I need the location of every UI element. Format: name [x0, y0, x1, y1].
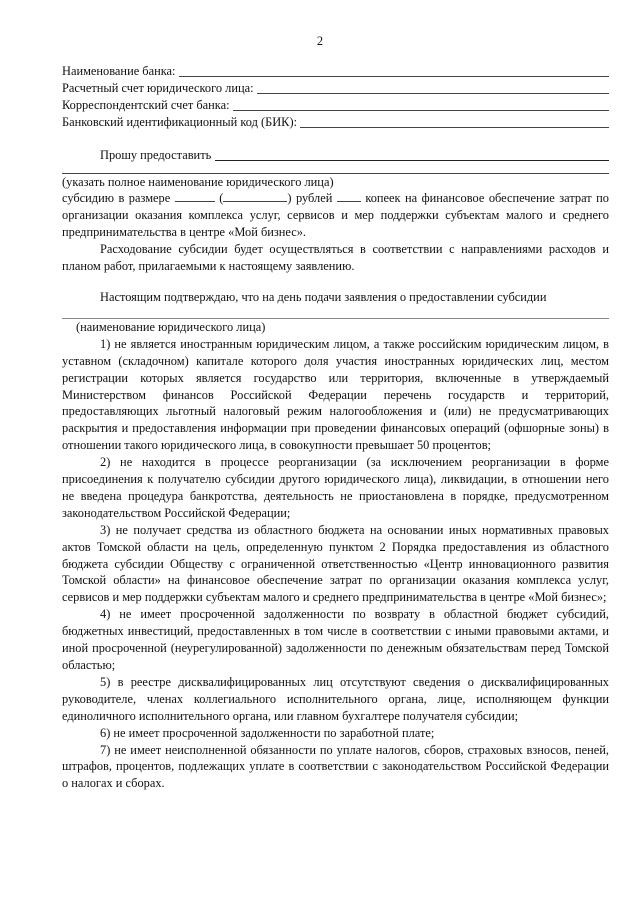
- request-row: [62, 147, 609, 164]
- organization-name-blank-line2[interactable]: [62, 164, 609, 174]
- list-item: 6) не имеет просроченной задолженности по заработной плате;: [100, 725, 435, 740]
- account-label: Расчетный счет юридического лица:: [62, 80, 254, 95]
- list-item: 7) не имеет неисполненной обязанности по уплате налогов, сборов, страховых взносов, пеней, штрафов, процентов, подлежащих уплате в соответствии с законодательством Российской Федерации о налогах и сборах.: [62, 742, 609, 791]
- kopecks-text: копеек на финансовое обеспечение: [365, 191, 555, 206]
- amount-open-paren: (: [219, 191, 224, 206]
- list-item: 3) не получает средства из областного бюджета на основании иных нормативных правовых актов Томской области на цель, определенную пунктом 2 Порядка предоставления из областного бюджета субсидии Обществу с ограниченной ответственностью «Центр инновационного развития Томской области» на финансовое обеспечение затрат по организации оказания комплекса услуг, сервисов и мер поддержки субъектам малого и среднего предпринимательства в центре «Мой бизнес»;: [62, 522, 609, 605]
- amount-close-rubles: ) рублей: [287, 191, 333, 206]
- kopecks-blank[interactable]: [337, 190, 361, 202]
- list-item: 1) не является иностранным юридическим лицом, а также российским юридическим лицом, в уставном (складочном) капитале которого доля участия иностранных юридических лиц, местом регистрации которых является государство или территория, включенные в утверждаемый Министерством финансов Российской Федерации перечень государств и территорий, предоставляющих льготный налоговый режим налогообложения и (или) не предусматривающих раскрытия и предоставления информации при проведении финансовых операций (офшорные зоны) в отношении такого юридического лица, в совокупности превышает 50 процентов;: [62, 336, 609, 453]
- amount-words-blank[interactable]: [223, 190, 287, 202]
- subsidy-purpose: затрат по организации оказания комплекса услуг, сервисов и мер поддержки субъектам малого и среднего предпринимательства в центре «Мой бизнес».: [62, 191, 609, 240]
- bik-blank[interactable]: [300, 115, 609, 128]
- account-field: [62, 80, 609, 97]
- corr-account-field: [62, 97, 609, 114]
- subsidy-amount-paragraph: [62, 190, 609, 241]
- list-item: 5) в реестре дисквалифицированных лиц отсутствуют сведения о дисквалифицированных руководителе, членах коллегиального исполнительного органа, лице, исполняющем функции единоличного исполнительного органа, или главном бухгалтере получателя субсидии;: [62, 674, 609, 723]
- bank-name-blank[interactable]: [179, 64, 610, 77]
- corr-account-label: Корреспондентский счет банка:: [62, 97, 230, 112]
- confirmation-org-hint: (наименование юридического лица): [76, 319, 266, 334]
- bik-label: Банковский идентификационный код (БИК):: [62, 114, 298, 129]
- amount-digits-blank[interactable]: [175, 190, 215, 202]
- list-item: 2) не находится в процессе реорганизации (за исключением реорганизации в форме присоединения к получателю субсидии другого юридического лица), ликвидации, в отношении него не введена процедура банкротства, деятельность не приостановлена в порядке, предусмотренном законодательством Российской Федерации;: [62, 455, 609, 520]
- subsidy-prefix: субсидию в размере: [62, 191, 171, 206]
- bik-field: [62, 114, 609, 131]
- spending-paragraph: Расходование субсидии будет осуществляться в соответствии с направлениями расходов и планом работ, прилагаемыми к настоящему заявлению.: [62, 242, 609, 274]
- bank-name-label: Наименование банка:: [62, 64, 176, 78]
- bank-name-field: [62, 63, 609, 80]
- request-lead: Прошу предоставить: [100, 147, 212, 162]
- organization-hint: (указать полное наименование юридического лица): [62, 174, 334, 189]
- document-body: [62, 63, 609, 792]
- confirmation-org-blank[interactable]: [62, 306, 609, 319]
- confirmation-intro: Настоящим подтверждаю, что на день подачи заявления о предоставлении субсидии: [100, 289, 547, 304]
- organization-name-blank[interactable]: [215, 148, 609, 161]
- account-blank[interactable]: [257, 81, 609, 94]
- corr-account-blank[interactable]: [233, 98, 609, 111]
- page-number: 2: [316, 34, 324, 48]
- list-item: 4) не имеет просроченной задолженности по возврату в областной бюджет субсидий, бюджетных инвестиций, предоставленных в том числе в соответствии с иными правовыми актами, и иной просроченной (неурегулированной) задолженности по денежным обязательствам перед Томской областью;: [62, 607, 609, 672]
